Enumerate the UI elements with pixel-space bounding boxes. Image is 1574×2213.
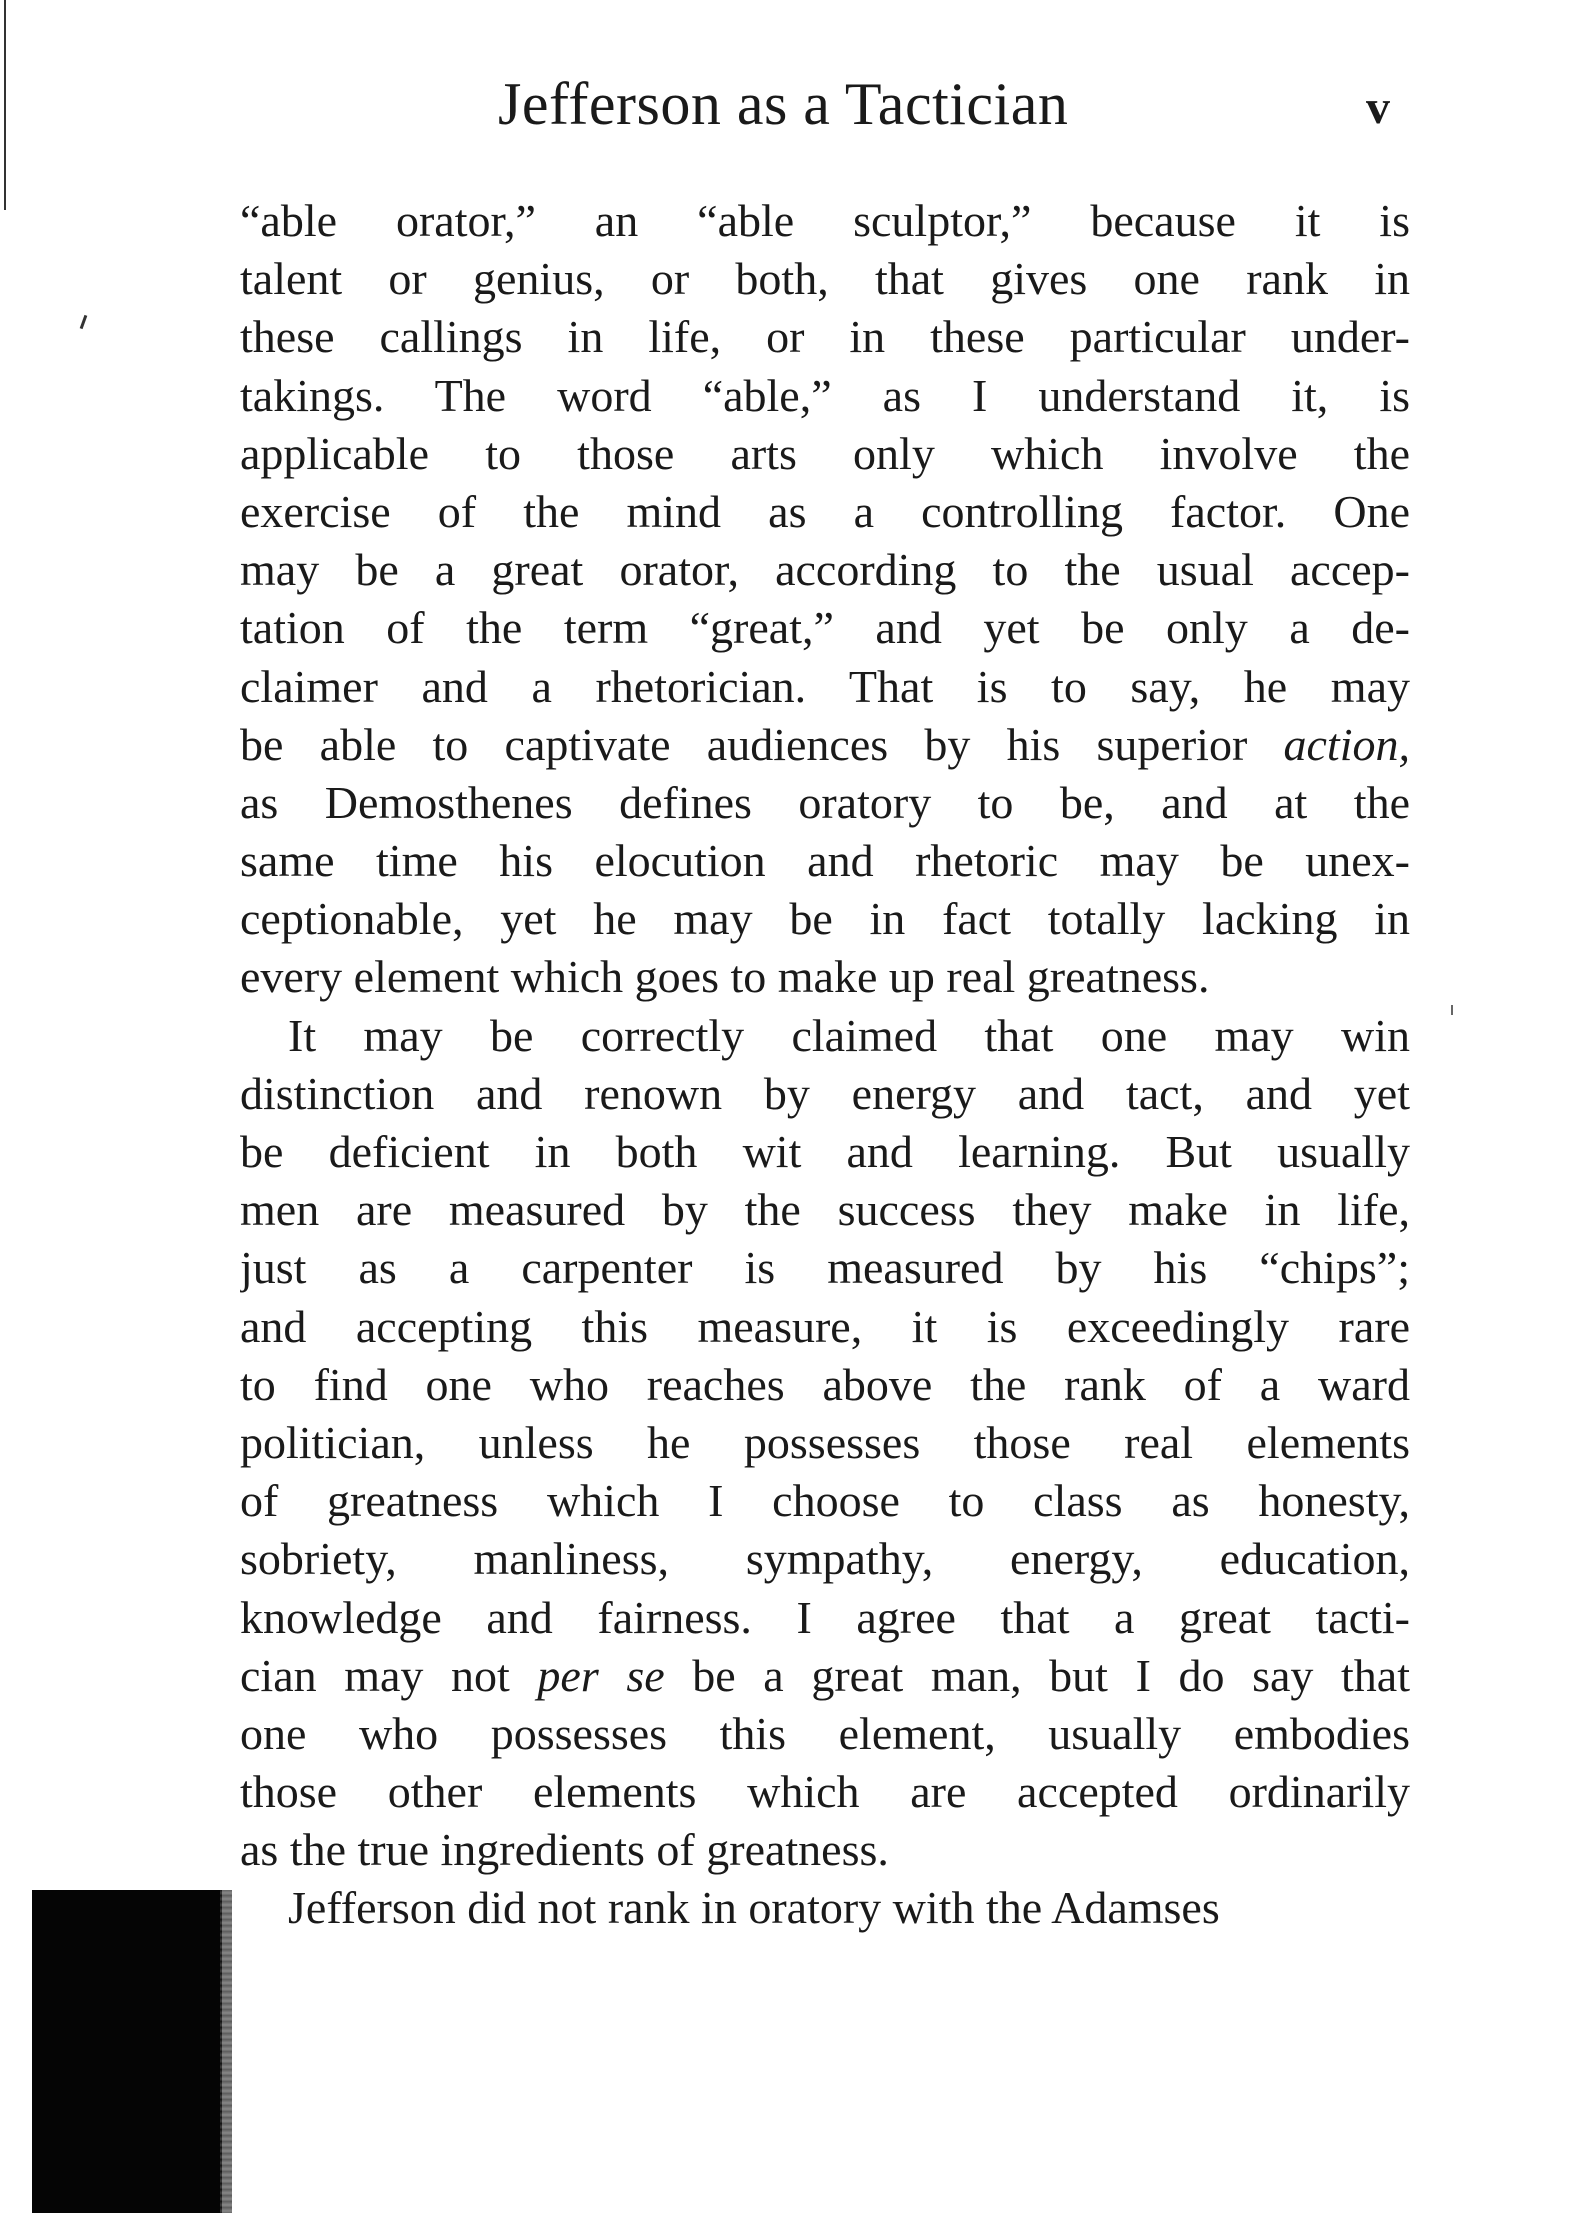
text-line: talent or genius, or both, that gives one rank in	[240, 253, 1410, 305]
text-line: same time his elocution and rhetoric may be unex-	[240, 835, 1410, 887]
text-line: every element which goes to make up real greatness.	[240, 951, 1210, 1003]
page-number: v	[1366, 81, 1390, 134]
text-line: may be a great orator, according to the usual accep-	[240, 544, 1410, 596]
margin-speck	[1451, 1005, 1453, 1015]
text-line: politician, unless he possesses those real elements	[240, 1416, 1410, 1468]
text-line	[240, 716, 1410, 774]
running-head	[240, 70, 1410, 160]
text-line: applicable to those arts only which involve the	[240, 427, 1410, 479]
italic-word: action,	[1283, 718, 1410, 770]
text-line: as the true ingredients of greatness.	[240, 1824, 889, 1876]
text-line: and accepting this measure, it is exceedingly rare	[240, 1300, 1410, 1352]
text-line: ceptionable, yet he may be in fact totally lacking in	[240, 893, 1410, 945]
text-line: of greatness which I choose to class as honesty,	[240, 1475, 1410, 1527]
text-line: takings. The word “able,” as I understand it, is	[240, 369, 1410, 421]
text-line: one who possesses this element, usually embodies	[240, 1707, 1410, 1759]
text-line: as Demosthenes defines oratory to be, and at the	[240, 776, 1410, 828]
body-text	[240, 192, 1410, 1938]
text-line: Jefferson did not rank in oratory with the Adamses	[288, 1882, 1220, 1934]
text-line	[240, 1647, 1410, 1705]
margin-mark	[80, 315, 88, 329]
text-line: It may be correctly claimed that one may win	[288, 1009, 1410, 1061]
italic-phrase: per se	[537, 1649, 665, 1701]
text-line: just as a carpenter is measured by his “chips”;	[240, 1242, 1410, 1294]
text-line: “able orator,” an “able sculptor,” because it is	[240, 195, 1410, 246]
scan-spine-shadow	[32, 1890, 222, 2213]
text-line: those other elements which are accepted ordinarily	[240, 1766, 1410, 1818]
text-line: men are measured by the success they make in life,	[240, 1184, 1410, 1236]
text-line: claimer and a rhetorician. That is to say, he may	[240, 660, 1410, 712]
page-title: Jefferson as a Tactician	[498, 71, 1069, 137]
text-line: be deficient in both wit and learning. But usually	[240, 1126, 1410, 1177]
text-line: distinction and renown by energy and tact, and yet	[240, 1067, 1410, 1119]
text-run: cian may not	[240, 1649, 538, 1701]
text-line: sobriety, manliness, sympathy, energy, education,	[240, 1533, 1410, 1585]
text-line: these callings in life, or in these particular under-	[240, 311, 1410, 363]
scan-edge-line	[4, 0, 6, 210]
text-line: tation of the term “great,” and yet be only a de-	[240, 602, 1410, 654]
text-line: to find one who reaches above the rank of a ward	[240, 1358, 1410, 1410]
text-line: knowledge and fairness. I agree that a great tacti-	[240, 1591, 1410, 1643]
text-line: exercise of the mind as a controlling factor. One	[240, 485, 1410, 537]
text-run: be able to captivate audiences by his superior	[240, 718, 1284, 770]
text-run: be a great man, but I do say that	[664, 1649, 1410, 1701]
